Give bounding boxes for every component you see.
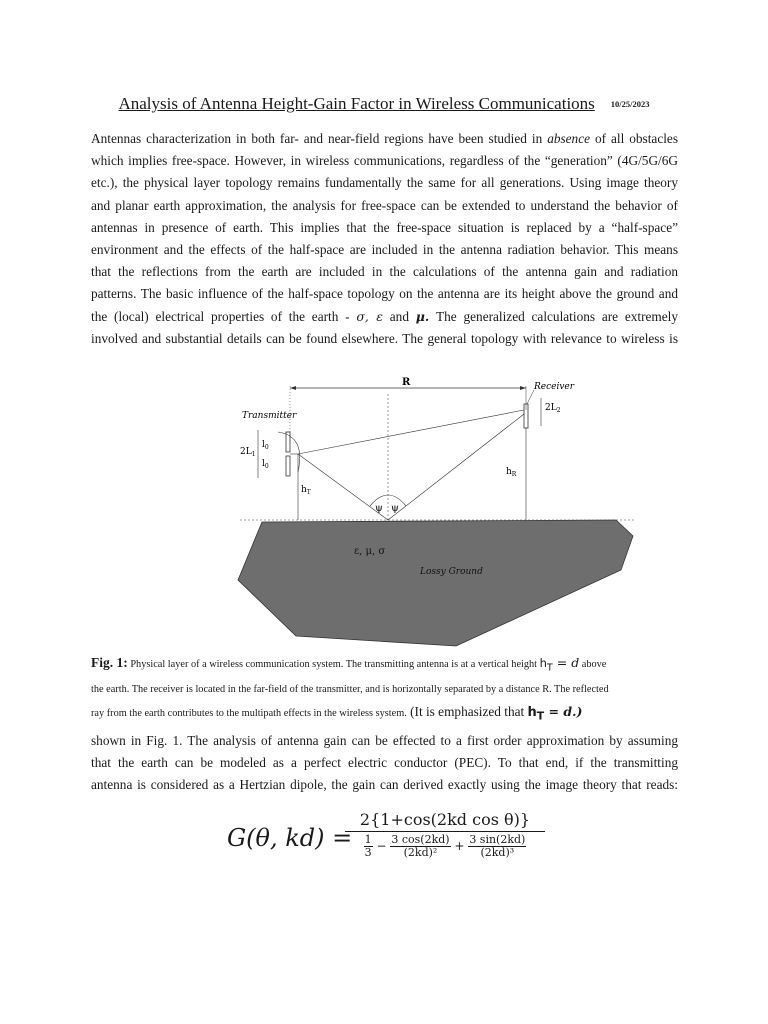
math-mu: μ. xyxy=(415,308,430,324)
p1-line-6: environment and the effects of the half-space are included in the antenna radiation behavior. This means xyxy=(91,242,678,258)
r-arrow-right xyxy=(520,386,526,390)
den-term-3 xyxy=(468,834,526,859)
p1-line-1-text-b: of all obstacles xyxy=(590,131,678,146)
p1-line-3: etc.), the physical layer topology remains fundamentally the same for all generations. Using image theory xyxy=(91,175,678,191)
caption-text-1: Physical layer of a wireless communication system. The transmitting antenna is at a vertical height xyxy=(127,659,540,670)
p1-line-7: that the reflections from the earth are included in the calculations of the antenna gain and radiation xyxy=(91,264,678,280)
equation-fraction xyxy=(345,810,545,859)
caption-fig-label: Fig. 1 xyxy=(91,655,124,670)
p2-line-2: that the earth can be modeled as a perfect electric conductor (PEC). To that end, if the transmitting xyxy=(91,755,678,771)
caption-math-2-sub: T xyxy=(536,709,545,723)
caption-line-2: the earth. The receiver is located in the far-field of the transmitter, and is horizontally separated by a distance R. The reflected xyxy=(91,684,609,696)
den-term-1-den: 3 xyxy=(364,846,372,859)
caption-line-3 xyxy=(91,701,681,728)
den-term-3-num: 3 sin(2kd) xyxy=(469,833,526,846)
l0-label-top: $l_0$ xyxy=(262,440,269,451)
caption-math-1-sub: T xyxy=(546,662,553,674)
date: 10/25/2023 xyxy=(610,99,650,109)
p1-line-9-text-c: The generalized calculations are extremely xyxy=(429,308,678,324)
equation-lhs xyxy=(227,824,352,852)
p1-line-10: involved and substantial details can be found elsewhere. The general topology with relevance to wireless is xyxy=(91,330,678,346)
p1-line-1 xyxy=(91,128,678,150)
den-term-2 xyxy=(390,834,450,859)
topology-figure xyxy=(236,374,636,654)
caption-math-2-eq: = d.) xyxy=(544,704,583,720)
ht-label: $h_T$ xyxy=(301,485,311,496)
equation-g: G xyxy=(227,824,247,852)
p1-line-9-and: and xyxy=(383,308,416,324)
lossy-ground xyxy=(238,520,633,646)
page-title: Analysis of Antenna Height-Gain Factor in Wireless Communications xyxy=(118,94,595,113)
p1-line-9 xyxy=(91,306,678,328)
caption-math-2 xyxy=(527,704,583,723)
p1-line-8: patterns. The basic influence of the half-space topology on the antenna are its height above the ground and xyxy=(91,286,678,302)
p1-line-2: which implies free-space. However, in wireless communications, regardless of the “generation” (4G/5G/6G xyxy=(91,153,678,169)
figure-caption xyxy=(91,652,681,728)
p1-line-4: and planar earth approximation, the analysis for free-space can be extended to understand the behavior of xyxy=(91,197,678,213)
reflected-ray xyxy=(388,414,524,520)
paragraph-2 xyxy=(91,730,678,797)
caption-math-2-h: h xyxy=(527,705,537,721)
receiver-label: Receiver xyxy=(534,382,575,392)
transmitter-label: Transmitter xyxy=(242,411,297,421)
equation-args: (θ, kd) = xyxy=(246,824,353,852)
gain-equation xyxy=(227,810,557,880)
caption-emphasis: (It is emphasized that xyxy=(406,704,528,720)
p2-line-3: antenna is considered as a Hertzian dipole, the gain can derived exactly using the image theory that reads: xyxy=(91,777,678,793)
caption-math-1 xyxy=(539,655,580,674)
caption-text-3: ray from the earth contributes to the multipath effects in the wireless system. xyxy=(91,708,407,720)
p1-line-5: antennas in presence of earth. This implies that the free-space situation is replaced by a “half-space” xyxy=(91,219,678,235)
direct-ray xyxy=(298,410,524,454)
den-term-3-den: (2kd)³ xyxy=(480,846,515,859)
math-sigma-epsilon: σ, ε xyxy=(356,308,383,324)
p1-line-1-text-a: Antennas characterization in both far- and near-field regions have been studied in xyxy=(91,131,548,146)
caption-math-1-h: h xyxy=(539,656,547,670)
psi-right-label: ψ xyxy=(391,503,399,514)
hr-label: $h_R$ xyxy=(506,467,517,478)
den-plus: + xyxy=(454,839,465,853)
caption-colon: : xyxy=(123,655,128,670)
den-minus: − xyxy=(376,839,387,853)
r-label: R xyxy=(402,377,411,388)
caption-text-1b: above xyxy=(579,659,607,670)
r-arrow-left xyxy=(290,386,296,390)
den-term-2-num: 3 cos(2kd) xyxy=(391,833,450,846)
receiver-pointer xyxy=(527,390,534,404)
p1-emphasis: absence xyxy=(547,131,591,146)
p1-line-9-text-a: the (local) electrical properties of the earth - xyxy=(91,308,357,324)
den-term-2-den: (2kd)² xyxy=(403,846,438,859)
equation-denominator xyxy=(345,832,545,859)
title-row xyxy=(0,94,768,114)
psi-left-label: ψ xyxy=(375,503,383,514)
paragraph-1 xyxy=(91,128,678,350)
p2-line-1: shown in Fig. 1. The analysis of antenna gain can be effected to a first order approximation by assuming xyxy=(91,733,678,748)
equation-numerator: 2{1+cos(2kd cos θ)} xyxy=(345,810,545,832)
transmitter-2l1-label: $2L_1$ xyxy=(240,447,256,458)
den-term-1 xyxy=(364,834,373,859)
caption-math-1-eq: = d xyxy=(552,655,580,670)
caption-line-1 xyxy=(91,652,681,679)
lossy-ground-label: Lossy Ground xyxy=(420,567,483,577)
l0-label-bottom: $l_0$ xyxy=(262,459,269,470)
receiver-2l2-label: $2L_2$ xyxy=(545,403,561,414)
den-term-1-num: 1 xyxy=(364,833,372,846)
ground-properties-label: ε, μ, σ xyxy=(354,546,386,557)
transmitter-antenna-bottom xyxy=(286,456,290,476)
